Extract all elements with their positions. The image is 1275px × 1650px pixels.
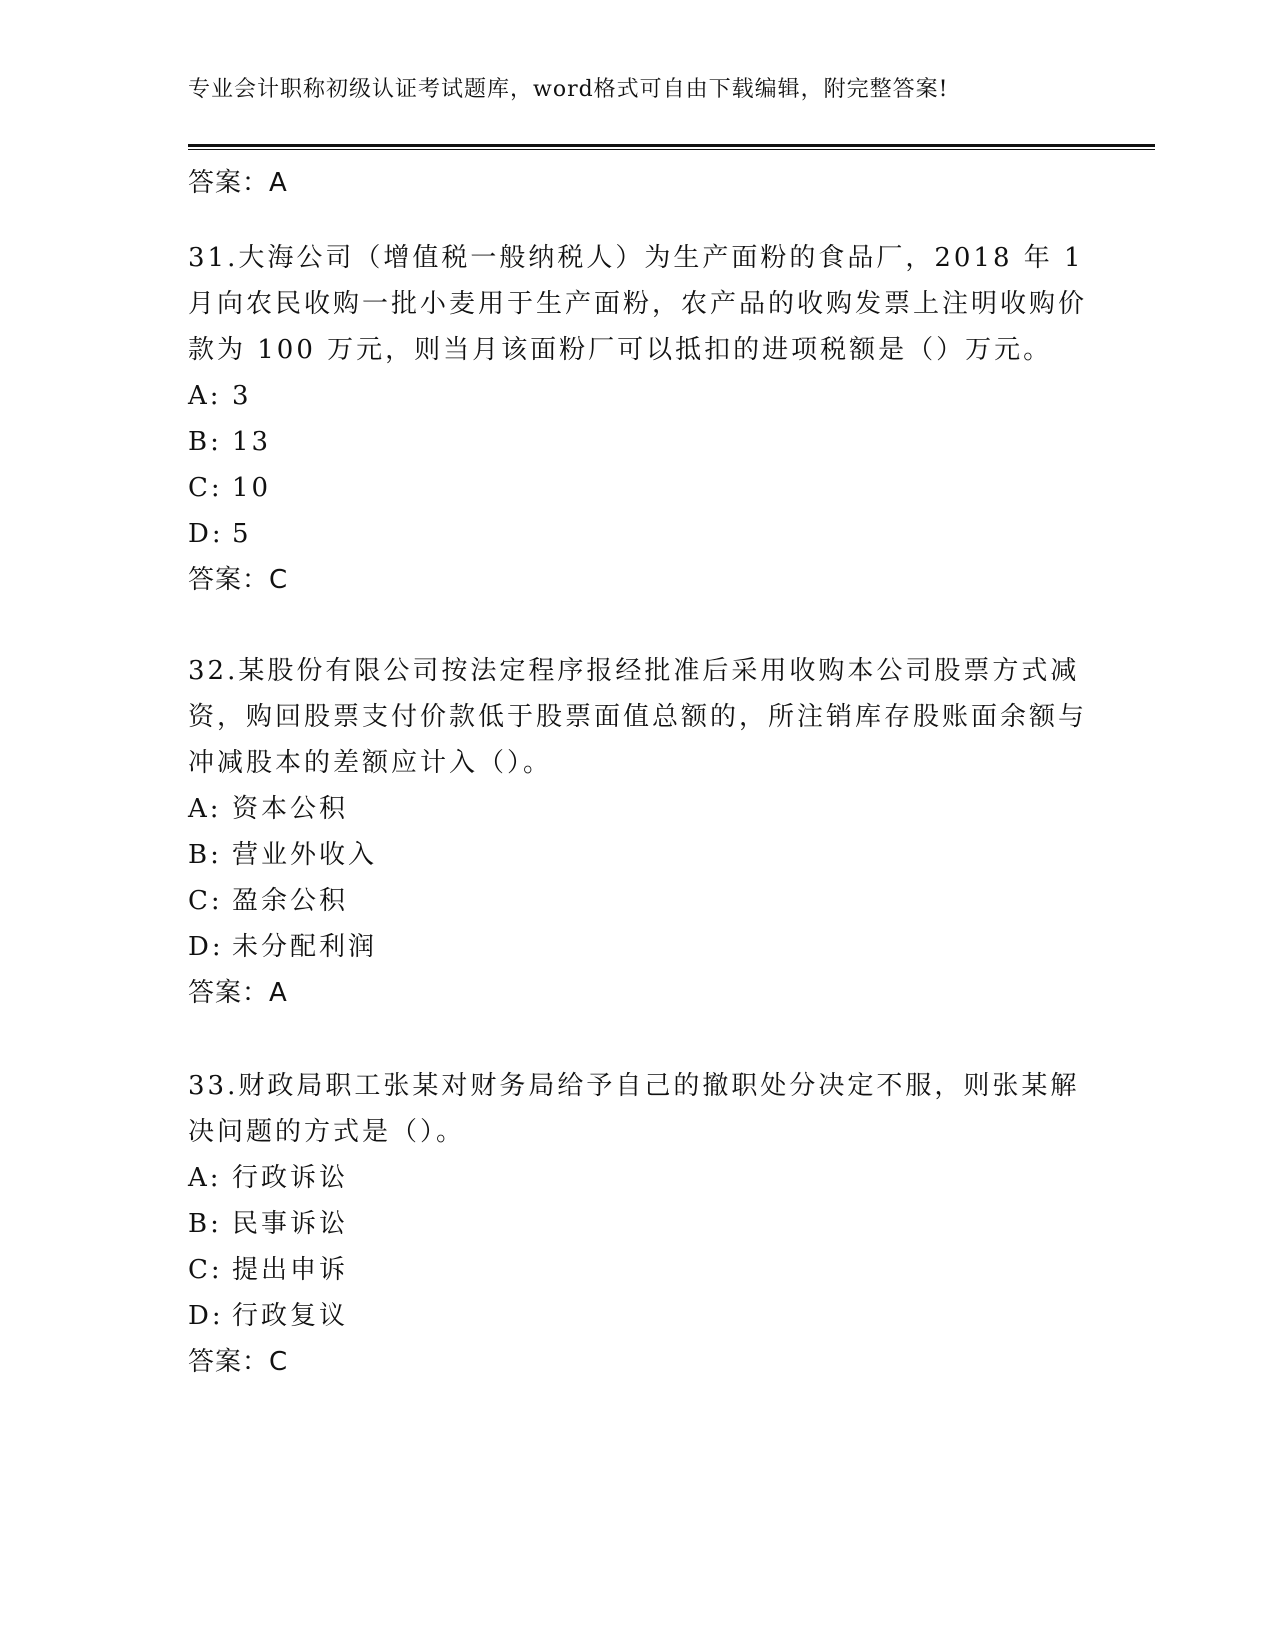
question-stem: 31.大海公司（增值税一般纳税人）为生产面粉的食品厂，2018 年 1 月向农民收购一批小麦用于生产面粉，农产品的收购发票上注明收购价款为 100 万元，则当月该面粉厂可以抵扣的进项税额是（）万元。 [188, 243, 1088, 365]
question-33 [188, 1063, 1088, 1385]
option-key: D: [188, 519, 224, 549]
option-a [188, 373, 1088, 419]
option-text: 行政诉讼 [232, 1163, 349, 1193]
option-text: 未分配利润 [232, 932, 378, 962]
option-a [188, 1155, 1088, 1201]
option-a [188, 786, 1088, 832]
answer: 答案：C [188, 1347, 289, 1377]
option-d [188, 924, 1088, 970]
option-text: 3 [232, 381, 252, 411]
option-text: 5 [232, 519, 252, 549]
page-header: 专业会计职称初级认证考试题库，word格式可自由下载编辑，附完整答案! [188, 77, 949, 102]
question-32 [188, 648, 1088, 1016]
option-b [188, 419, 1088, 465]
header-divider [188, 144, 1155, 150]
option-b [188, 1201, 1088, 1247]
option-c [188, 878, 1088, 924]
option-text: 营业外收入 [232, 840, 378, 870]
option-key: A: [188, 381, 222, 411]
option-b [188, 832, 1088, 878]
question-stem: 33.财政局职工张某对财务局给予自己的撤职处分决定不服，则张某解决问题的方式是（）。 [188, 1071, 1080, 1147]
option-text: 提出申诉 [232, 1255, 349, 1285]
option-text: 13 [232, 427, 272, 457]
option-key: D: [188, 932, 224, 962]
question-stem: 32.某股份有限公司按法定程序报经批准后采用收购本公司股票方式减资，购回股票支付价款低于股票面值总额的，所注销库存股账面余额与冲减股本的差额应计入（）。 [188, 656, 1088, 778]
option-key: C: [188, 886, 223, 916]
option-text: 资本公积 [232, 794, 349, 824]
option-key: B: [188, 427, 222, 457]
option-d [188, 511, 1088, 557]
answer: 答案：A [188, 978, 288, 1008]
option-text: 行政复议 [232, 1301, 349, 1331]
option-c [188, 1247, 1088, 1293]
option-key: D: [188, 1301, 224, 1331]
option-key: A: [188, 794, 222, 824]
option-text: 民事诉讼 [232, 1209, 349, 1239]
question-31 [188, 235, 1088, 603]
answer: 答案：C [188, 565, 289, 595]
option-text: 盈余公积 [232, 886, 349, 916]
option-key: B: [188, 840, 222, 870]
option-key: C: [188, 1255, 223, 1285]
option-d [188, 1293, 1088, 1339]
previous-answer: 答案：A [188, 168, 288, 198]
option-text: 10 [232, 473, 272, 503]
option-key: B: [188, 1209, 222, 1239]
option-key: A: [188, 1163, 222, 1193]
option-c [188, 465, 1088, 511]
option-key: C: [188, 473, 223, 503]
